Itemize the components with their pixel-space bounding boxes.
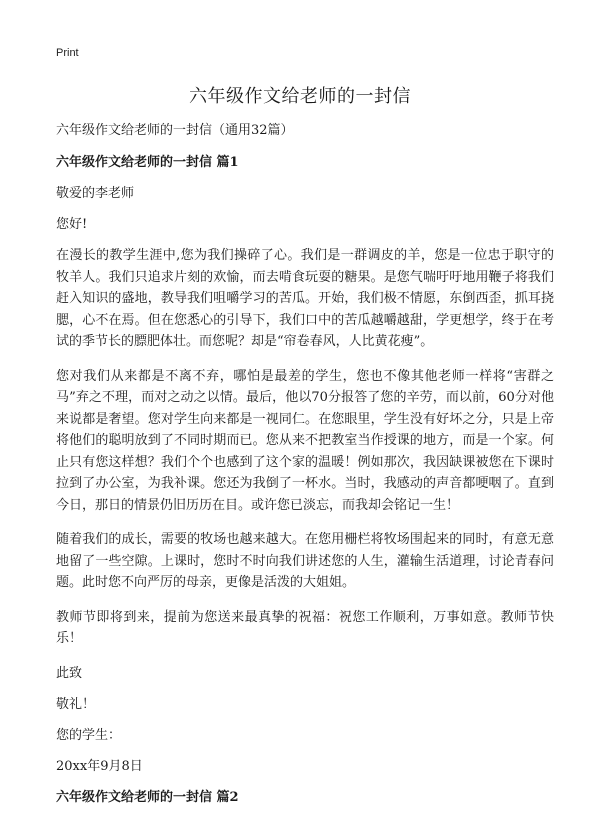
section-heading-1: 六年级作文给老师的一封信 篇1 <box>56 155 239 170</box>
body-paragraph: 随着我们的成长，需要的牧场也越来越大。在您用栅栏将牧场围起来的同时，有意无意地留了一些空隙。上课时，您时不时向我们讲述您的人生，灌输生活道理，讨论青春问题。此时您不向严厉的母亲，更像是活泼的大姐姐。 <box>56 532 554 590</box>
page-title: 六年级作文给老师的一封信 <box>189 86 411 107</box>
salutation: 敬爱的李老师 <box>56 186 135 201</box>
signature: 您的学生： <box>56 727 122 743</box>
body-paragraph: 教师节即将到来，提前为您送来最真挚的祝福：祝您工作顺利，万事如意。教师节快乐！ <box>56 609 554 646</box>
document-body <box>56 120 554 818</box>
letter-date: 20xx年9月8日 <box>56 758 143 774</box>
body-paragraph: 在漫长的教学生涯中,您为我们操碎了心。我们是一群调皮的羊，您是一位忠于职守的牧羊人。我们只追求片刻的欢愉，而去啃食玩耍的糖果。是您气喘吁吁地用鞭子将我们赶入知识的盛地，教导我们咀嚼学习的苦瓜。开始，我们极不情愿，东倒西歪，抓耳挠腮，心不在焉。但在您悉心的引导下，我们口中的苦瓜越嚼越甜，学更想学，终于在考试的季节长的膘肥体壮。而您呢？却是“帘卷春风，人比黄花瘦”。 <box>56 248 554 349</box>
closing-line: 此致 <box>56 665 83 681</box>
section-heading-2: 六年级作文给老师的一封信 篇2 <box>56 789 239 805</box>
closing-salute: 敬礼！ <box>56 696 96 712</box>
body-paragraph: 您对我们从来都是不离不弃，哪怕是最差的学生，您也不像其他老师一样将“害群之马”弃之不理，而对之动之以情。最后，他以70分报答了您的辛劳，而以前，60分对他来说都是奢望。您对学生向来都是一视同仁。在您眼里，学生没有好坏之分，只是上帝将他们的聪明放到了不同时期而已。您从来不把教室当作授课的地方，而是一个家。何止只有您这样想？我们个个也感到了这个家的温暖！例如那次，我因缺课被您在下课时拉到了办公室，为我补课。您还为我倒了一杯水。当时，我感动的声音都哽咽了。直到今日，那日的情景仍旧历历在目。或许您已淡忘，而我却会铭记一生！ <box>56 368 554 513</box>
document-subtitle: 六年级作文给老师的一封信（通用32篇） <box>56 123 294 138</box>
print-link[interactable]: Print <box>56 47 79 59</box>
greeting: 您好! <box>56 217 88 232</box>
